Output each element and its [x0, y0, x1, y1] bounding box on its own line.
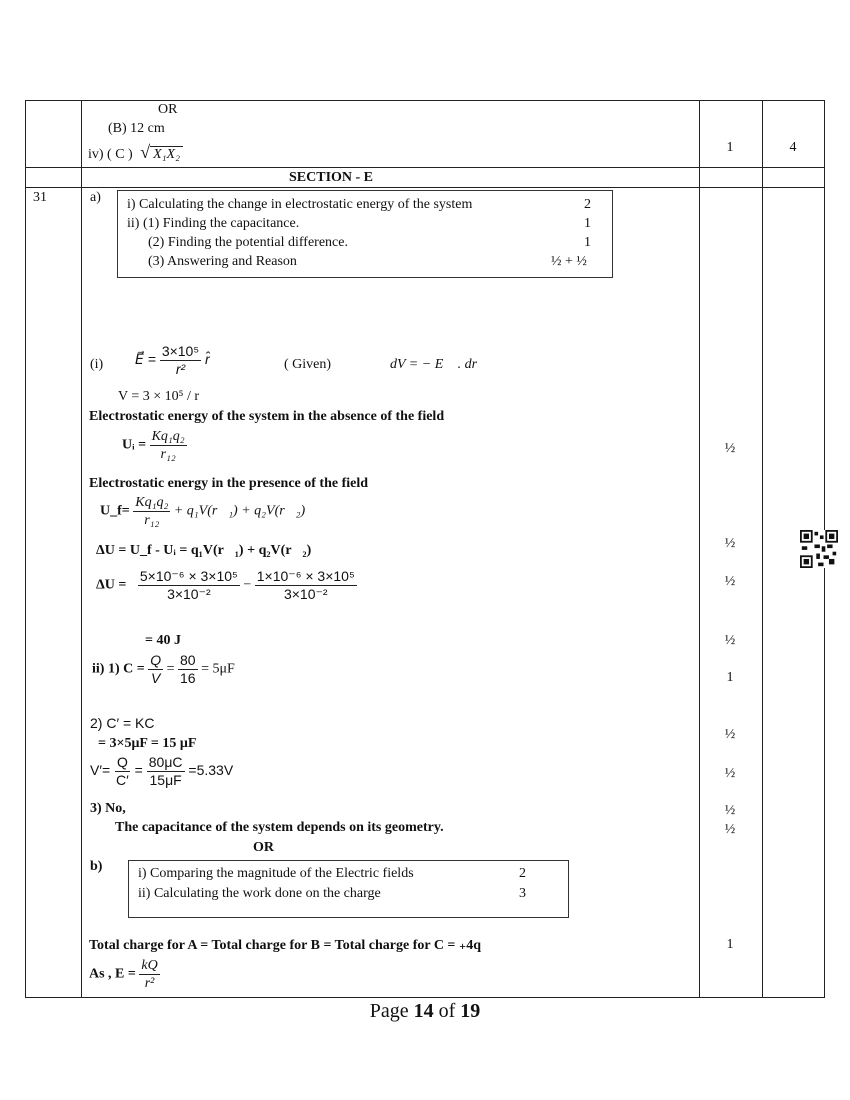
du2-minus: − — [243, 577, 252, 593]
section-title: SECTION - E — [289, 170, 374, 185]
dv-equation: dV = − E⃗ . dr⃗ — [390, 357, 488, 372]
result-40j: = 40 J — [145, 633, 181, 648]
e-field-rhat: r̂ — [205, 351, 210, 368]
part-a-label: a) — [90, 190, 101, 205]
page-footer — [0, 1000, 850, 1023]
uf-den: r₁₂ — [144, 513, 160, 528]
du2-num-1: 5×10⁻⁶ × 3×10⁵ — [139, 568, 238, 584]
as-e-equation — [89, 957, 160, 992]
of-word: of — [438, 1000, 456, 1022]
c-eq: = — [166, 661, 175, 677]
scheme-b-mark-2: 3 — [519, 886, 526, 901]
scheme-a-mark-4: ½ + ½ — [551, 254, 587, 269]
energy-present-heading: Electrostatic energy in the presence of the field — [89, 476, 369, 491]
v-lhs: V′= — [90, 762, 111, 779]
scheme-b-item-1: i) Comparing the magnitude of the Electric fields — [138, 866, 414, 881]
given-label: ( Given) — [284, 357, 332, 372]
voltage-equation — [90, 754, 233, 789]
or-text-middle: OR — [253, 840, 274, 855]
table-top-border — [25, 100, 825, 101]
answer-no: 3) No, — [90, 801, 126, 816]
c-num-2: 80 — [180, 652, 196, 668]
top-total: 4 — [789, 140, 797, 155]
page-number: 14 — [413, 1000, 434, 1022]
top-mark: 1 — [726, 140, 734, 155]
as-fraction — [139, 957, 159, 992]
row-divider-2 — [25, 187, 825, 188]
scheme-a-item-1: i) Calculating the change in electrostatic energy of the system — [127, 197, 473, 212]
e-field-num: 3×10⁵ — [161, 343, 200, 359]
mark-no: ½ — [724, 803, 736, 818]
total-charge-line: Total charge for A = Total charge for B = Total charge for C = ₊4q — [89, 938, 482, 953]
v-den-2: 15μF — [149, 772, 182, 788]
part-b-label: b) — [90, 859, 103, 874]
v-result: =5.33V — [188, 762, 234, 779]
uf-equation — [100, 494, 305, 529]
page-word: Page — [369, 1000, 409, 1022]
e-field-equation — [135, 343, 210, 378]
sol-i-label: (i) — [90, 357, 104, 372]
scheme-b-item-2: ii) Calculating the work done on the charge — [138, 886, 381, 901]
delta-u-equation-2 — [96, 568, 357, 603]
du2-den-2: 3×10⁻² — [283, 586, 328, 602]
du2-den-1: 3×10⁻² — [167, 586, 211, 602]
mark-c2: ½ — [724, 727, 736, 742]
mark-uf: ½ — [724, 536, 736, 551]
du2-fraction-2 — [255, 568, 357, 603]
answer-iv-prefix: iv) ( C ) — [88, 147, 133, 162]
c-result: = 5μF — [201, 661, 235, 677]
energy-absent-heading: Electrostatic energy of the system in the absence of the field — [89, 409, 445, 424]
scheme-a-item-2: ii) (1) Finding the capacitance. — [127, 216, 300, 231]
answer-iv — [88, 142, 183, 163]
total-pages: 19 — [460, 1000, 481, 1022]
table-left-border — [25, 100, 26, 998]
uf-num: Kq₁q₂ — [135, 495, 169, 510]
ui-fraction — [150, 428, 187, 463]
capacitance-equation — [92, 652, 235, 687]
scheme-a-mark-3: 1 — [584, 235, 591, 250]
ui-lhs: Uᵢ = — [122, 437, 147, 453]
c-fraction-2 — [178, 652, 198, 687]
sqrt-symbol: √ — [140, 142, 151, 162]
ii-label: ii) 1) C = — [92, 661, 145, 677]
uf-rest: + q₁V(r⃗₁) + q₂V(r⃗₂) — [173, 503, 306, 519]
as-lhs: As , E = — [89, 966, 136, 982]
du2-lhs: ΔU = — [96, 577, 127, 593]
c-den-2: 16 — [180, 670, 196, 686]
v-fraction-1 — [114, 754, 131, 789]
ui-num: Kq₁q₂ — [151, 429, 185, 444]
answer-b: (B) 12 cm — [108, 121, 165, 136]
uf-lhs: U_f= — [100, 503, 130, 519]
mark-reason: ½ — [724, 822, 736, 837]
c-fraction-1 — [148, 652, 163, 687]
e-field-den: r² — [175, 361, 186, 377]
mark-total-charge: 1 — [726, 937, 734, 952]
as-num: kQ — [141, 958, 158, 973]
col-divider-1 — [81, 100, 82, 998]
mark-ui: ½ — [724, 441, 736, 456]
question-number: 31 — [33, 190, 47, 205]
scheme-a-mark-2: 1 — [584, 216, 591, 231]
mark-du: ½ — [724, 574, 736, 589]
v-num-1: Q — [116, 754, 128, 770]
c2-result: = 3×5μF = 15 μF — [98, 736, 197, 751]
v-den-1: C′ — [116, 772, 129, 788]
v-line: V = 3 × 10⁵ / r — [118, 389, 200, 404]
sqrt-content: X₁X₂ — [150, 146, 183, 162]
c-num-1: Q — [150, 652, 162, 668]
as-den: r² — [144, 976, 155, 991]
v-eq: = — [134, 762, 143, 779]
col-divider-3 — [762, 100, 763, 998]
e-field-fraction — [160, 343, 201, 378]
mark-v: ½ — [724, 766, 736, 781]
c-den-1: V — [150, 670, 161, 686]
scheme-b-mark-1: 2 — [519, 866, 526, 881]
du2-fraction-1 — [138, 568, 240, 603]
qr-code-icon — [800, 530, 838, 568]
v-fraction-2 — [147, 754, 185, 789]
ui-equation — [122, 428, 187, 463]
mark-result: ½ — [724, 633, 736, 648]
e-field-lhs: E⃗ = — [135, 351, 156, 368]
or-text-top: OR — [158, 102, 178, 117]
scheme-a-item-3: (2) Finding the potential difference. — [148, 235, 348, 250]
ui-den: r₁₂ — [160, 447, 176, 462]
delta-u-line-1: ΔU = U_f - Uᵢ = q₁V(r⃗₁) + q₂V(r⃗₂) — [96, 543, 312, 558]
table-bottom-border — [25, 997, 825, 998]
answer-reason: The capacitance of the system depends on its geometry. — [115, 820, 444, 835]
v-num-2: 80μC — [148, 754, 183, 770]
uf-fraction — [133, 494, 170, 529]
row-divider-1 — [25, 167, 825, 168]
c2-label: 2) C′ = KC — [90, 715, 155, 731]
scheme-a-item-4: (3) Answering and Reason — [148, 254, 297, 269]
scheme-a-mark-1: 2 — [584, 197, 591, 212]
mark-c: 1 — [726, 670, 734, 685]
du2-num-2: 1×10⁻⁶ × 3×10⁵ — [256, 568, 355, 584]
